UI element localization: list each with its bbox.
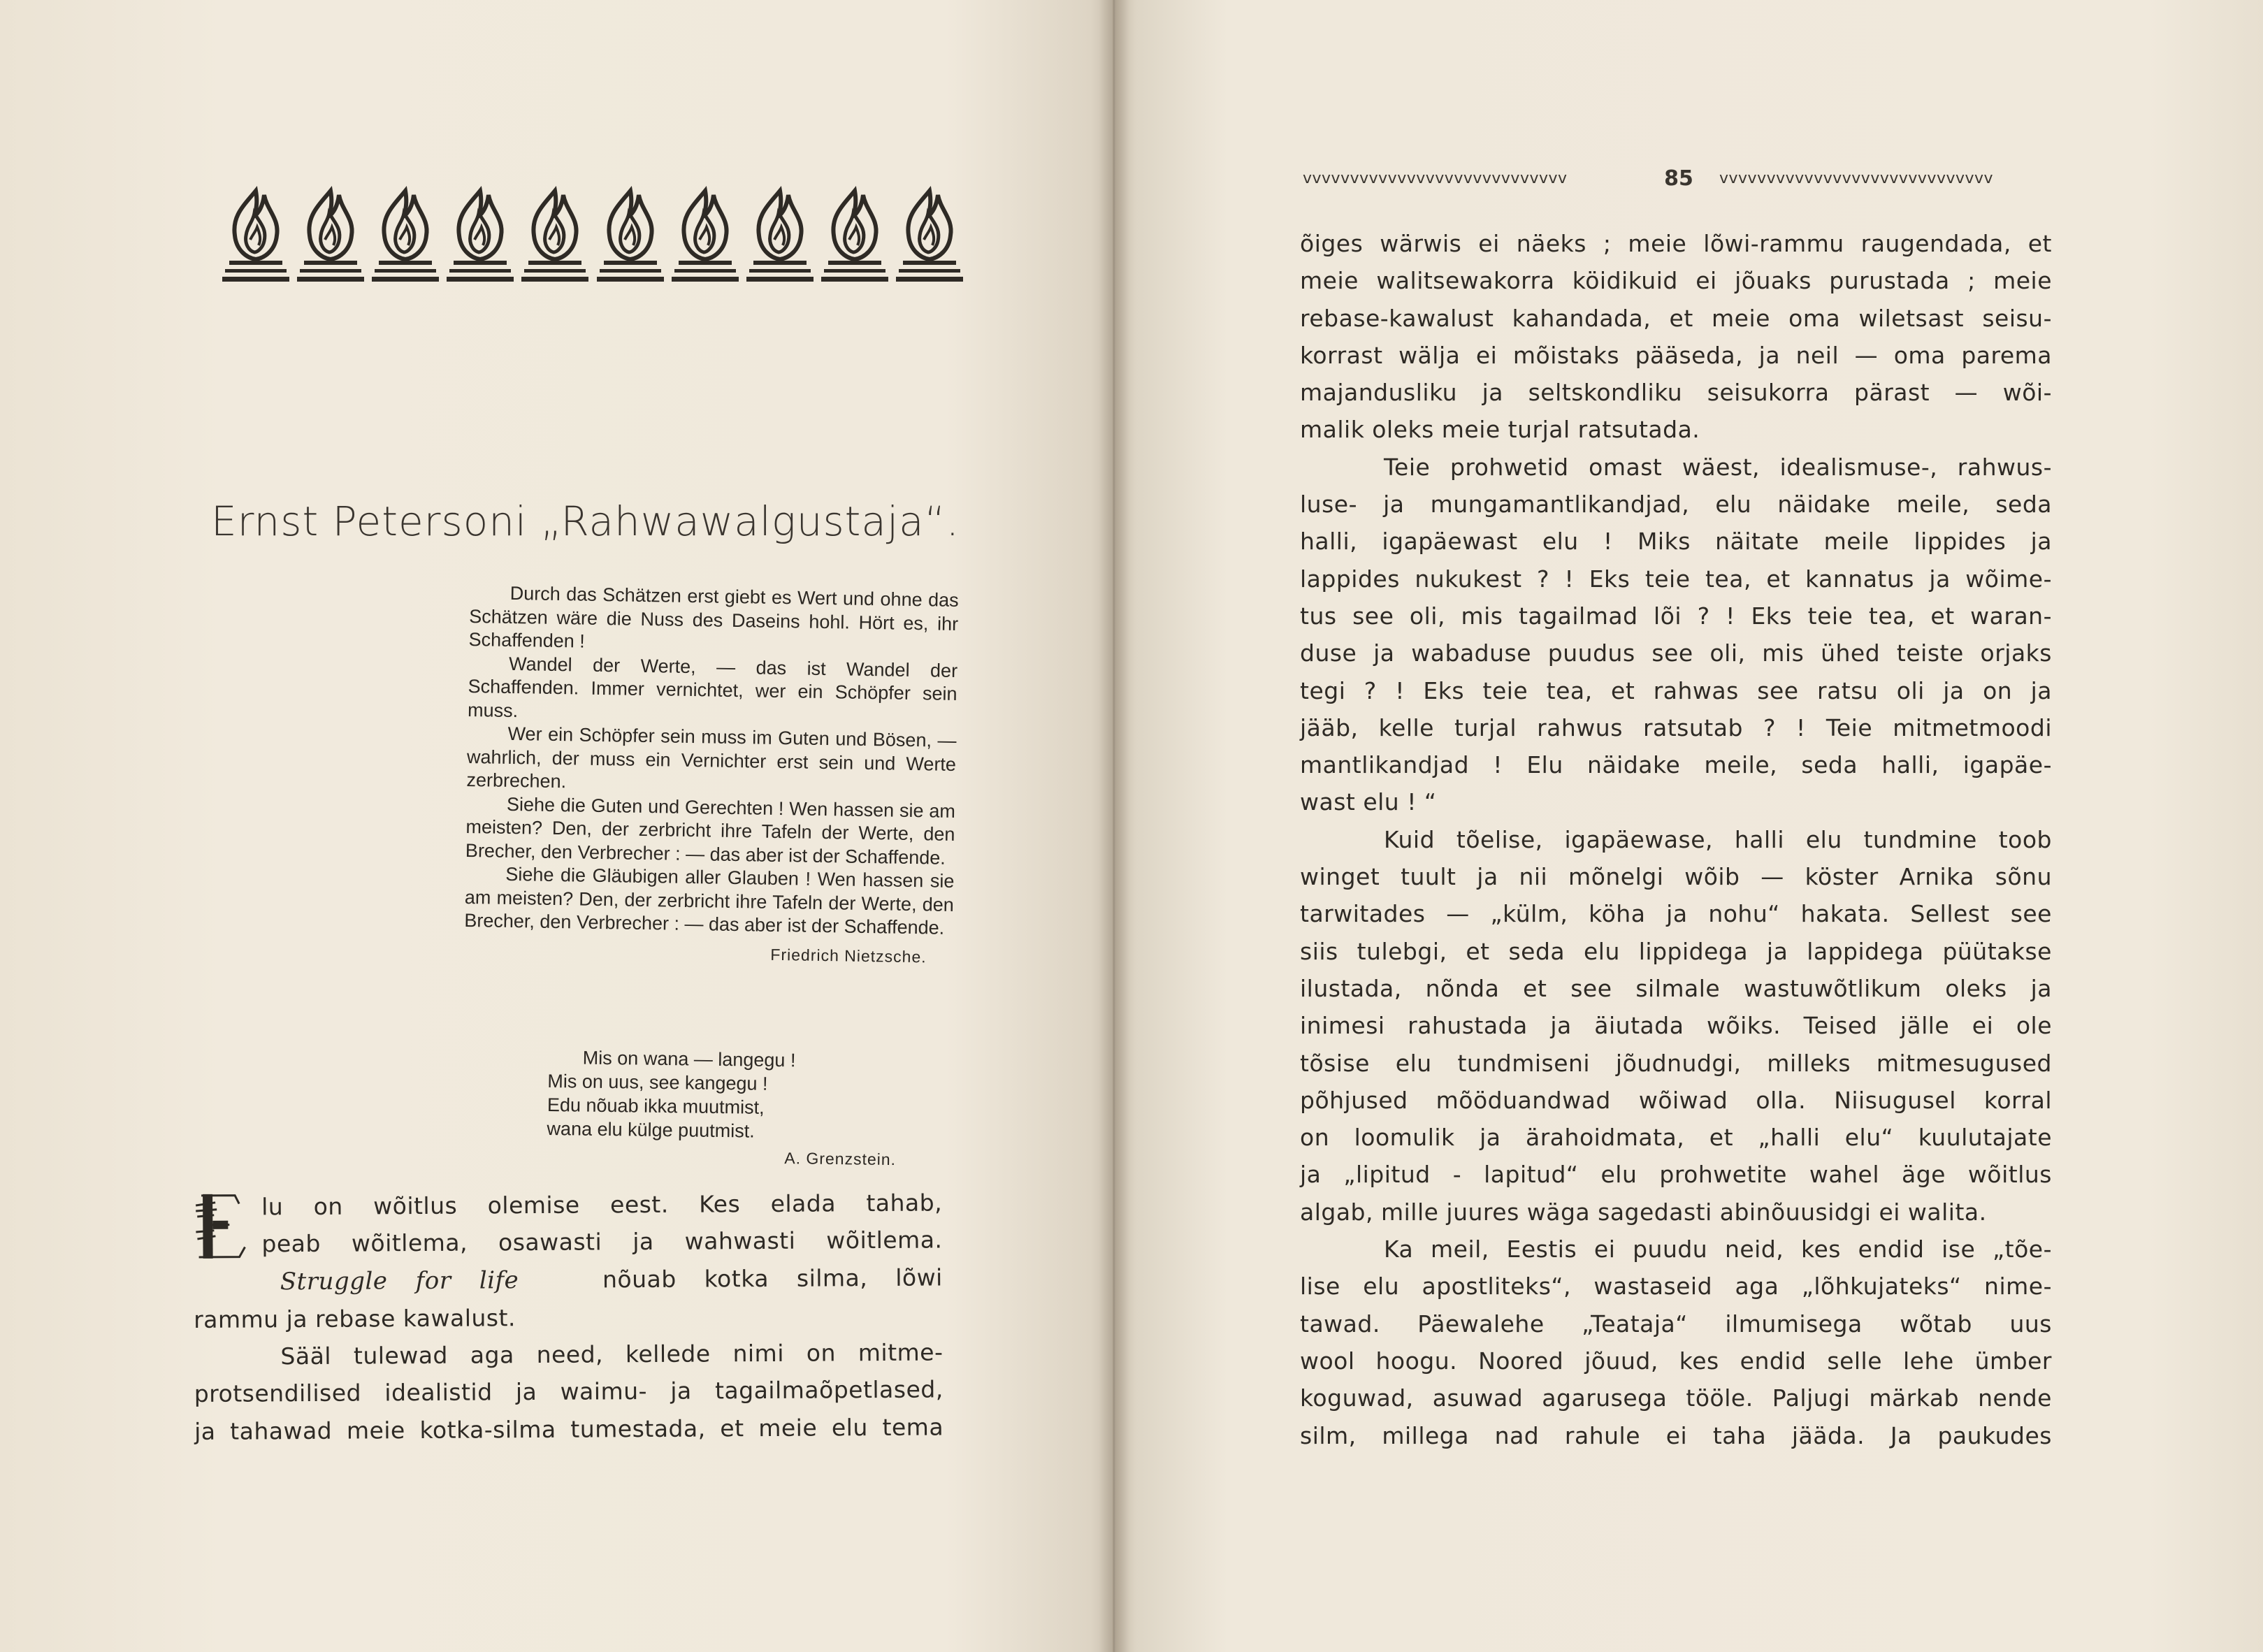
- verse-author: A. Grenzstein.: [784, 1149, 897, 1169]
- right-body-line: silm, millega nad rahule ei taha jääda. Ja paukudes: [1300, 1421, 2052, 1449]
- left-page: [0, 0, 1113, 1652]
- right-body-line: tarwitades — „külm, köha ja nohu“ hakata. Sellest see: [1300, 900, 2052, 928]
- flame-ornament-icon: [896, 185, 963, 283]
- book-gutter: [1099, 0, 1129, 1652]
- body-para2-line-1: Sääl tulewad aga need, kellede nimi on mitme-: [280, 1338, 943, 1370]
- flame-ornament-icon: [297, 185, 364, 283]
- motto-paragraph: Durch das Schätzen erst giebt es Wert und ohne das Schätzen wäre die Nuss des Daseins hohl. Hört es, ihr Schaffenden !: [468, 582, 959, 652]
- right-body-line: õiges wärwis ei näeks ; meie lõwi-rammu raugendada, et: [1300, 230, 2052, 257]
- body-line-3-rest: nõuab kotka silma, lõwi: [602, 1263, 943, 1294]
- right-body-line: meie walitsewakorra köidikuid ei jõuaks purustada ; meie: [1300, 267, 2052, 295]
- running-head: [1303, 166, 2055, 191]
- right-body-line: on loomulik ja ärahoidmata, et „halli elu“ kuulutajate: [1300, 1124, 2052, 1152]
- page-number: 85: [1664, 166, 1693, 191]
- flame-ornament-icon: [672, 185, 739, 283]
- grenzstein-verse: [547, 1045, 939, 1172]
- right-body-line: ja „lipitud - lapitud“ elu prohwetite wahel äge wõitlus: [1300, 1161, 2052, 1189]
- body-para2-line-2: protsendilised idealistid ja waimu- ja tagailmaõpetlased,: [194, 1375, 943, 1408]
- body-para2-line-3: ja tahawad meie kotka-silma tumestada, et meie elu tema: [194, 1413, 944, 1445]
- initial-letter-E-icon: [193, 1189, 254, 1263]
- right-body-line: jääb, kelle turjal rahwus ratsutab ? ! Teie mitmetmoodi: [1300, 713, 2052, 741]
- right-body-line: tegi ? ! Eks teie tea, et rahwas see ratsu oli ja on ja: [1300, 676, 2052, 704]
- motto-paragraph: Siehe die Gläubigen aller Glauben ! Wen hassen sie am meisten? Den, der zerbricht ihre Tafeln der Werte, den Brecher, den Verbrecher : — das aber ist der Schaffende.: [464, 863, 955, 939]
- right-body-line: majandusliku ja seltskondliku seisukorra pärast — wõi-: [1300, 379, 2052, 407]
- right-body-line: Ka meil, Eestis ei puudu neid, kes endid ise „tõe-: [1384, 1236, 2052, 1263]
- right-body-line: wast elu ! “: [1300, 788, 1437, 816]
- verse-line: wana elu külge puutmist.: [547, 1117, 755, 1142]
- right-body-line: wool hoogu. Noored jõuud, kes endid selle lehe ümber: [1300, 1347, 2052, 1375]
- right-body-line: luse- ja mungamantlikandjad, elu näidake meile, seda: [1300, 491, 2052, 519]
- right-body-line: tus see oli, mis tagailmad lõi ? ! Eks teie tea, et waran-: [1300, 602, 2052, 630]
- right-body-line: tõsise elu tundmiseni jõudnudgi, milleks mitmesugused: [1300, 1049, 2052, 1077]
- flame-ornament-icon: [597, 185, 664, 283]
- right-body-line: ilustada, nõnda et see silmale wastuwõtlikum oleks ja: [1300, 974, 2052, 1002]
- right-body-line: halli, igapäewast elu ! Miks näitate meile lippides ja: [1300, 528, 2052, 556]
- verse-line: Edu nõuab ikka muutmist,: [547, 1094, 765, 1118]
- nietzsche-motto: [463, 581, 958, 969]
- right-body-line: korrast wälja ei mõistaks pääseda, ja neil — oma parema: [1300, 341, 2052, 369]
- right-body-line: Teie prohwetid omast wäest, idealismuse-, rahwus-: [1384, 453, 2052, 481]
- body-line-1: lu on wõitlus olemise eest. Kes elada tahab,: [261, 1189, 943, 1221]
- right-body-line: duse ja wabaduse puudus see oli, mis ühed teiste orjaks: [1300, 639, 2052, 667]
- right-body-line: lappides nukukest ? ! Eks teie tea, et kannatus ja wõime-: [1300, 565, 2052, 593]
- right-body-line: lise elu apostliteks“, wastaseid aga „lõhkujateks“ nime-: [1300, 1273, 2052, 1300]
- right-body-line: põhjused mõöduandwad wõiwad olla. Niisugusel korral: [1300, 1086, 2052, 1114]
- flame-ornament-icon: [447, 185, 514, 283]
- flame-ornament-icon: [222, 185, 289, 283]
- right-body-line: rebase-kawalust kahandada, et meie oma wiletsast seisu-: [1300, 304, 2052, 332]
- verse-line: Mis on uus, see kangegu !: [547, 1070, 768, 1094]
- body-line-2: peab wõitlema, osawasti ja wahwasti wõitlema.: [261, 1226, 943, 1258]
- right-body-text: [1300, 225, 2052, 1454]
- flame-ornament-icon: [521, 185, 588, 283]
- flame-ornament-icon: [746, 185, 814, 283]
- body-line-3: [194, 1259, 943, 1301]
- body-line-4: rammu ja rebase kawalust.: [194, 1304, 516, 1333]
- right-body-line: winget tuult ja nii mõnelgi wõib — köster Arnika sõnu: [1300, 863, 2052, 891]
- right-body-line: siis tulebgi, et seda elu lippidega ja lappidega püütakse: [1300, 937, 2052, 965]
- article-title: Ernst Petersoni „Rahwawalgustaja“.: [211, 498, 960, 545]
- right-body-line: koguwad, asuwad agarusega tööle. Paljugi märkab nende: [1300, 1384, 2052, 1412]
- running-head-left-ornament: vvvvvvvvvvvvvvvvvvvvvvvvvvvv: [1303, 170, 1568, 187]
- right-body-line: Kuid tõelise, igapäewase, halli elu tundmine toob: [1384, 825, 2052, 853]
- flame-ornament-icon: [372, 185, 439, 283]
- motto-paragraph: Wandel der Werte, — das ist Wandel der Schaffenden. Immer vernichtet, wer ein Schöpfer sein muss.: [467, 653, 958, 721]
- right-body-line: inimesi rahustada ja äiutada wõiks. Teised jälle ei ole: [1300, 1012, 2052, 1040]
- right-body-line: tawad. Päewalehe „Teataja“ ilmumisega wõtab uus: [1300, 1310, 2052, 1338]
- running-head-right-ornament: vvvvvvvvvvvvvvvvvvvvvvvvvvvvv: [1719, 170, 1994, 187]
- flame-ornament-row: [222, 185, 963, 290]
- verse-line: Mis on wana — langegu !: [582, 1047, 796, 1071]
- left-body-text: [193, 1184, 943, 1450]
- right-body-line: mantlikandjad ! Elu näidake meile, seda halli, igapäe-: [1300, 751, 2052, 779]
- right-body-line: malik oleks meie turjal ratsutada.: [1300, 416, 1700, 444]
- motto-paragraph: Siehe die Guten und Gerechten ! Wen hassen sie am meisten? Den, der zerbricht ihre Tafeln der Werte, den Brecher, den Verbrecher : — das aber ist der Schaffende.: [465, 793, 956, 869]
- motto-author: Friedrich Nietzsche.: [770, 945, 927, 966]
- flame-ornament-icon: [821, 185, 888, 283]
- right-body-line: algab, mille juures wäga sagedasti abinõuusidgi ei walita.: [1300, 1198, 1987, 1226]
- struggle-for-life: Struggle for life: [280, 1266, 519, 1296]
- motto-paragraph: Wer ein Schöpfer sein muss im Guten und Bösen, — wahrlich, der muss ein Vernichter erst sein und Werte zerbrechen.: [466, 723, 957, 792]
